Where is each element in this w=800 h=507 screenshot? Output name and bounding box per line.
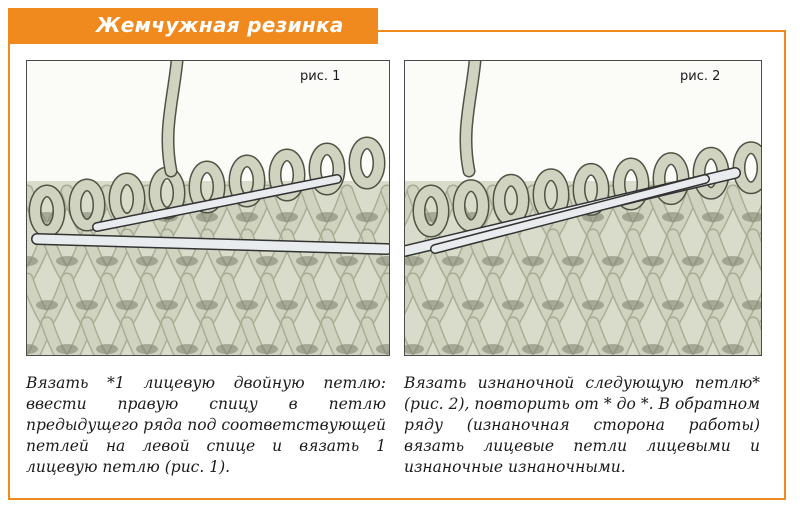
figure-1 <box>26 60 390 356</box>
figure-2-illustration <box>405 61 762 356</box>
figure-1-label: рис. 1 <box>297 69 343 84</box>
instruction-text-2: Вязать изнаночной следующую петлю* (рис. 2), повторить от * до *. В обратном ряду (изнаночная сторона работы) вязать лицевые петли лицевыми и изнаночные изнаночными. <box>404 374 760 476</box>
page-title: Жемчужная резинка <box>96 13 344 37</box>
figure-1-illustration <box>27 61 390 356</box>
instruction-text-1: Вязать *1 лицевую двойную петлю: ввести правую спицу в петлю предыдущего ряда под соответствующей петлей на левой спице и вязать 1 лицевую петлю (рис. 1). <box>26 374 387 476</box>
figure-2 <box>404 60 762 356</box>
figure-2-label: рис. 2 <box>677 69 723 84</box>
